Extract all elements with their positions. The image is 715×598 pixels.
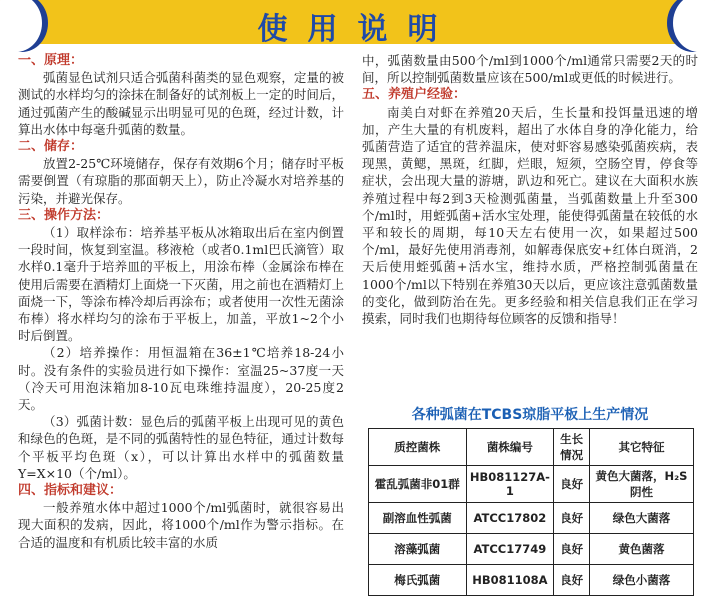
section-indicator-heading: 四、指标和建议： (18, 483, 123, 499)
section-principle-text: 弧菌显色试剂只适合弧菌科菌类的显色观察，定量的被测试的水样均匀的涂抹在制备好的试剂板上一定的时间后，通过弧菌产生的酸碱显示出明显可见的色斑，经过计数，计算出水体中每毫升弧菌的数量。 (18, 70, 344, 137)
cell-growth: 良好 (554, 466, 590, 503)
cell-strain-id: ATCC17749 (466, 534, 554, 565)
cell-strain: 霍乱弧菌非01群 (369, 466, 467, 503)
table-title: 各种弧菌在TCBS琼脂平板上生产情况 (411, 407, 649, 423)
section-principle-heading: 一、原理： (18, 53, 84, 68)
cell-features: 黄色菌落 (590, 534, 694, 565)
header-strain: 质控菌株 (369, 429, 467, 466)
cell-growth: 良好 (554, 565, 590, 596)
cell-features: 绿色小菌落 (590, 565, 694, 596)
cell-growth: 良好 (554, 503, 590, 534)
section-storage-heading: 二、储存： (18, 139, 84, 155)
page-title: 使用说明 (257, 12, 458, 47)
method-step-sampling: （1）取样涂布：培养基平板从冰箱取出后在室内倒置一段时间，恢复到室温。移液枪（或者0.1ml巴氏滴管）取水样0.1毫升于培养皿的平板上，用涂布棒（金属涂布棒在使用后需要在酒精灯上面烧一下灭菌，用之前也在酒精灯上面烧一下，等涂布棒冷却后再涂布；或者使用一次性无菌涂布棒）将水样均匀的涂布于平板上，加盖，平放1~2个小时后倒置。 (18, 225, 344, 344)
header-growth: 生长情况 (554, 429, 590, 466)
section-experience-heading: 五、养殖户经验： (362, 87, 467, 103)
header-banner (0, 0, 715, 47)
cell-strain: 副溶血性弧菌 (369, 503, 467, 534)
header-features: 其它特征 (590, 429, 694, 466)
table-row (369, 503, 694, 534)
section-storage-text: 放置2-25℃环境储存，保存有效期6个月；储存时平板需要倒置（有琼脂的那面朝天上），防止冷凝水对培养基的污染，并避光保存。 (18, 156, 344, 206)
left-column (18, 52, 344, 551)
table-header-row (369, 429, 694, 466)
header-strain-id: 菌株编号 (466, 429, 554, 466)
cell-growth: 良好 (554, 534, 590, 565)
section-method-heading: 三、操作方法： (18, 207, 110, 223)
cell-strain-id: HB081108A (466, 565, 554, 596)
cell-strain: 梅氏弧菌 (369, 565, 467, 596)
table-row (369, 534, 694, 565)
strain-table (368, 428, 694, 596)
cell-features: 黄色大菌落，H₂S阴性 (590, 466, 694, 503)
section-experience-text: 南美白对虾在养殖20天后，生长量和投饵量迅速的增加，产生大量的有机废料，超出了水体自身的净化能力，给弧菌营造了适宜的营养温床，使对虾容易感染弧菌疾病，表现黑，黄鳃，黑斑，红脚，烂眼，短须，空肠空胃，停食等症状，会出现大量的游塘，趴边和死亡。建议在大面积水族养殖过程中每2到3天检测弧菌量，当弧菌数量上升至300个/ml时，用蛭弧菌+活水宝处理，能使得弧菌量在较低的水平和较长的周期，每10天左右使用一次，如果超过500个/ml，最好先使用消毒剂，如解毒保底安+红体白斑消，2天后使用蛭弧菌+活水宝，维持水质，严格控制弧菌量在1000个/ml以下特别在养殖30天以后，更应该注意弧菌数量的变化，做到防治在先。更多经验和相关信息我们正在学习摸索，同时我们也期待每位顾客的反馈和指导！ (362, 104, 698, 327)
cell-strain-id: HB081127A-1 (466, 466, 554, 503)
section-indicator-text: 一般养殖水体中超过1000个/ml弧菌时，就很容易出现大面积的发病，因此，将1000个/ml作为警示指标。在合适的温度和有机质比较丰富的水质 (18, 500, 344, 550)
table-row (369, 565, 694, 596)
method-step-counting: （3）弧菌计数：显色后的弧菌平板上出现可见的黄色和绿色的色斑，是不同的弧菌特性的显色特征，通过计数每个平板平均色斑（x），可以计算出水样中的弧菌数量Y=X×10（个/ml）。 (18, 414, 344, 481)
method-step-incubation: （2）培养操作：用恒温箱在36±1℃培养18-24小时。没有条件的实验员进行如下操作：室温25~37度一天（冷天可用泡沫箱加8-10瓦电珠维持温度），20-25度2天。 (18, 345, 344, 413)
cell-strain: 溶藻弧菌 (369, 534, 467, 565)
table-row (369, 466, 694, 503)
cell-strain-id: ATCC17802 (466, 503, 554, 534)
cell-features: 绿色大菌落 (590, 503, 694, 534)
right-column (362, 52, 698, 327)
section-indicator-continued: 中，弧菌数量由500个/ml到1000个/ml通常只需要2天的时间，所以控制弧菌数量应该在500/ml或更低的时候进行。 (362, 53, 698, 86)
